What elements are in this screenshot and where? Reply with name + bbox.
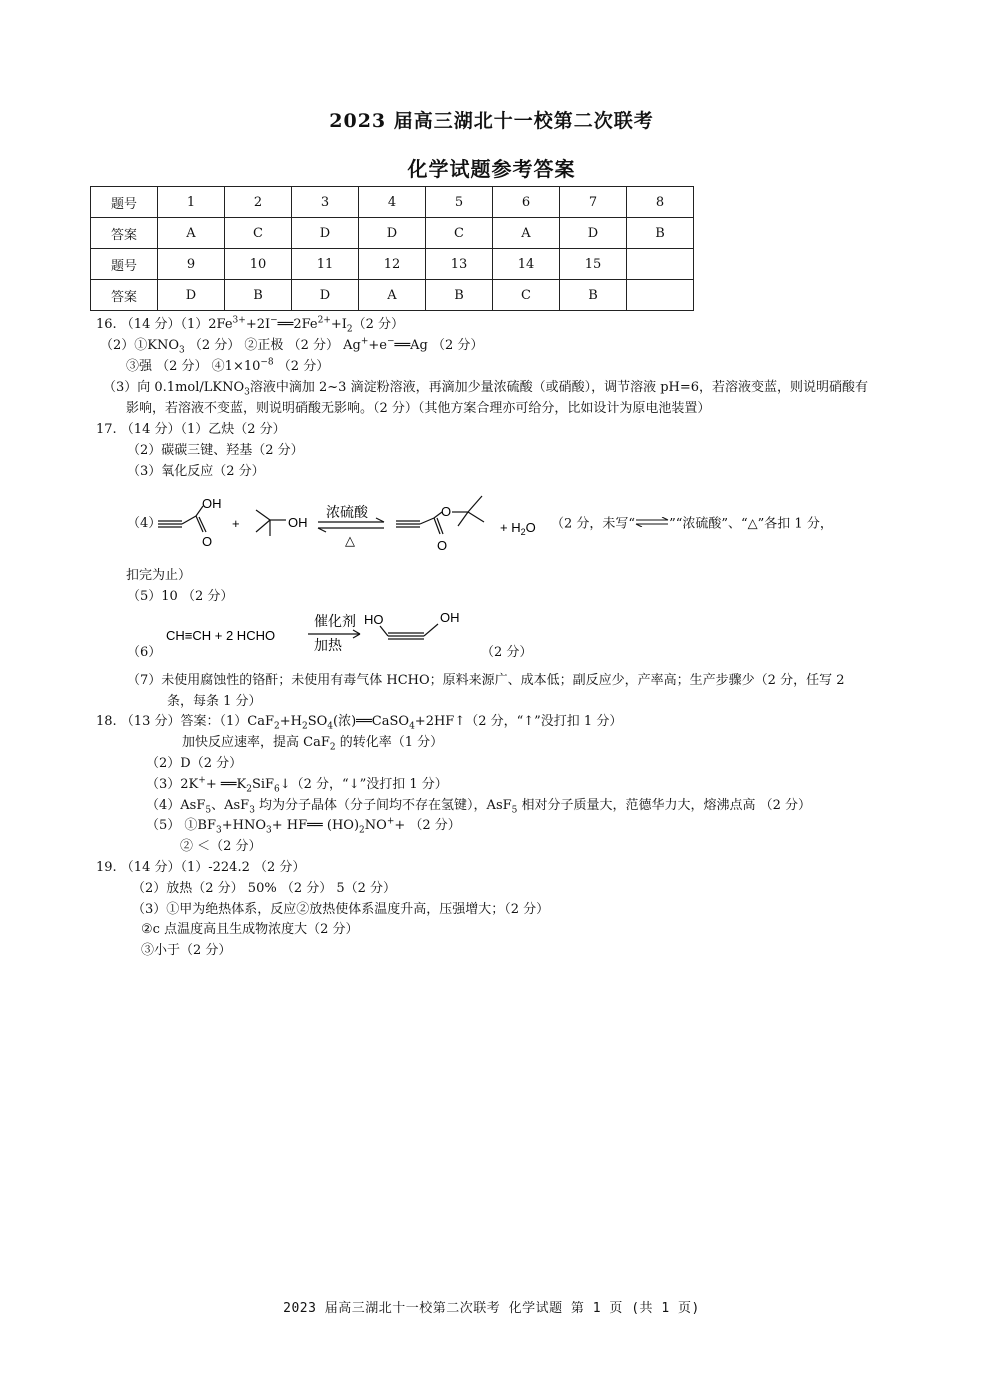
table-cell [627,249,694,280]
q16-line-2: $(2)①KNO_3$ （2 分） ②正极 （2 分） Ag++e−══Ag （2 分） [100,336,484,356]
page-footer: 2023 届高三湖北十一校第二次联考 化学试题 第 1 页 (共 1 页) [283,1301,700,1316]
eq4-plus: + [232,516,240,531]
q19-line-5: ③小于（2 分） [141,943,232,958]
q16-line-1: 16. （14 分）$(1)2Fe^{3+}+2I^-══2Fe^{2+}+I_2(2$ 分） [96,315,405,335]
ester-carbonyl-o: O [437,538,448,553]
q17-line-6-label: （6） [127,645,162,660]
table-row-numbers-2 [91,249,694,280]
row-label: 题号 [91,249,158,280]
q18-line-1: 18. （13 分）答案：$(1)CaF_2+H_2SO_4$(浓)══CaSO$_4$+2HF↑（2 分，“↑”没打扣 1 分） [96,714,623,732]
q17-line-4-label: （4） [127,516,162,531]
eq4-catalyst: 浓硫酸 [326,504,368,520]
q17-line-6-score: （2 分） [481,645,533,660]
butynediol-structure [364,610,460,639]
q19-line-4: ②c 点温度高且生成物浓度大（2 分） [141,922,359,937]
eq4-heat: △ [345,533,355,548]
table-cell: 1 [158,187,225,218]
q16-line-3: ③强 （2 分） $④1\times 10^{-8}$ （2 分） [126,357,330,374]
table-cell: 14 [493,249,560,280]
table-cell: B [560,280,627,311]
q16-line-5: 影响，若溶液不变蓝，则说明硝酸无影响。（2 分）（其他方案合理亦可给分，比如设计为原电池装置） [126,401,711,416]
table-cell: D [292,218,359,249]
row-label: 题号 [91,187,158,218]
table-row-answers-1 [91,218,694,249]
table-cell: 15 [560,249,627,280]
q19-line-1: 19. （14 分）（1）-224.2 （2 分） [96,860,306,875]
row-label: 答案 [91,218,158,249]
q17-line-4-cont: 扣完为止） [126,568,192,583]
table-cell: 9 [158,249,225,280]
q17-line-2: （2）碳碳三键、羟基（2 分） [127,443,304,458]
eq6-oh-label: OH [440,610,460,625]
table-cell: 6 [493,187,560,218]
table-cell [627,280,694,311]
q17-line-7b: 条，每条 1 分） [167,694,262,709]
eq6-catalyst: 催化剂 [314,613,356,629]
table-cell: 7 [560,187,627,218]
table-cell: 5 [426,187,493,218]
propiolic-acid-structure [158,496,222,549]
table-row-numbers-1 [91,187,694,218]
table-cell: 2 [225,187,292,218]
table-cell: 10 [225,249,292,280]
eq4-o-label: O [202,534,213,549]
table-cell: C [493,280,560,311]
table-cell: D [560,218,627,249]
answer-table [90,186,694,311]
table-cell: B [627,218,694,249]
eq6-heat: 加热 [314,637,342,653]
q18-line-7: ② ＜（2 分） [180,839,262,854]
table-cell: 13 [426,249,493,280]
table-cell: B [225,280,292,311]
q19-line-3: （3）①甲为绝热体系，反应②放热使体系温度升高，压强增大；（2 分） [132,902,550,917]
tert-butanol-structure [256,510,308,536]
table-cell: C [426,218,493,249]
eq4-water: + $H_2O$ [500,520,536,537]
q18-line-4: $(3)2K^++ ══K_2SiF_6↓(2$ 分，“↓”没打扣 1 分） [146,775,448,795]
table-cell: D [158,280,225,311]
q18-line-3: （2）D（2 分） [146,756,243,771]
esterification-equation [158,488,548,558]
row-label: 答案 [91,280,158,311]
page-subtitle: 化学试题参考答案 [407,157,576,181]
ester-o-label: O [441,504,452,519]
q17-line-1: 17. （14 分）（1）乙炔（2 分） [96,422,286,437]
eq6-ho-label: HO [364,612,384,627]
table-cell: A [158,218,225,249]
eq4-oh2-label: OH [288,515,308,530]
q19-line-2: （2）放热（2 分） 50% （2 分） 5（2 分） [132,881,397,896]
ester-structure [396,496,484,553]
q17-line-4-note: （2 分，未写“ ”“浓硫酸”、“△”各扣 1 分， [551,516,833,532]
table-cell: 8 [627,187,694,218]
eq4-oh-label: OH [202,496,222,511]
table-cell: D [359,218,426,249]
q16-line-4: （3）向 $0.1mol/LKNO_3$溶液中滴加 2~3 滴淀粉溶液，再滴加少量浓硫酸（或硝酸），调节溶液 pH=6，若溶液变蓝，则说明硝酸有 [103,380,869,398]
table-cell: 12 [359,249,426,280]
table-row-answers-2 [91,280,694,311]
q18-line-5: （4）AsF$_5$、AsF$_3$ 均为分子晶体（分子间均不存在氢键），AsF$_5$ 相对分子质量大，范德华力大，熔沸点高 （2 分） [146,798,812,816]
table-cell: D [292,280,359,311]
eq6-reactants: CH≡CH + 2 HCHO [166,628,276,643]
table-cell: A [493,218,560,249]
q17-line-7a: （7）未使用腐蚀性的铬酐；未使用有毒气体 HCHO；原料来源广、成本低；副反应少，产率高；生产步骤少（2 分，任写 2 [127,673,845,688]
page-title: 2023 届高三湖北十一校第二次联考 [329,110,654,132]
table-cell: C [225,218,292,249]
table-cell: 11 [292,249,359,280]
table-cell: A [359,280,426,311]
table-cell: 4 [359,187,426,218]
addition-equation [162,606,482,660]
q17-line-3: （3）氧化反应（2 分） [127,464,265,479]
q17-line-5: （5）10 （2 分） [127,589,234,604]
equilibrium-arrow-icon [635,515,669,533]
q18-line-2: 加快反应速率，提高 CaF$_2$ 的转化率（1 分） [182,735,444,753]
table-cell: B [426,280,493,311]
table-cell: 3 [292,187,359,218]
q18-line-6: （5） $①BF_3+HNO_3+$ HF══ $(HO)_2NO^++ (2$ 分） [146,816,461,836]
